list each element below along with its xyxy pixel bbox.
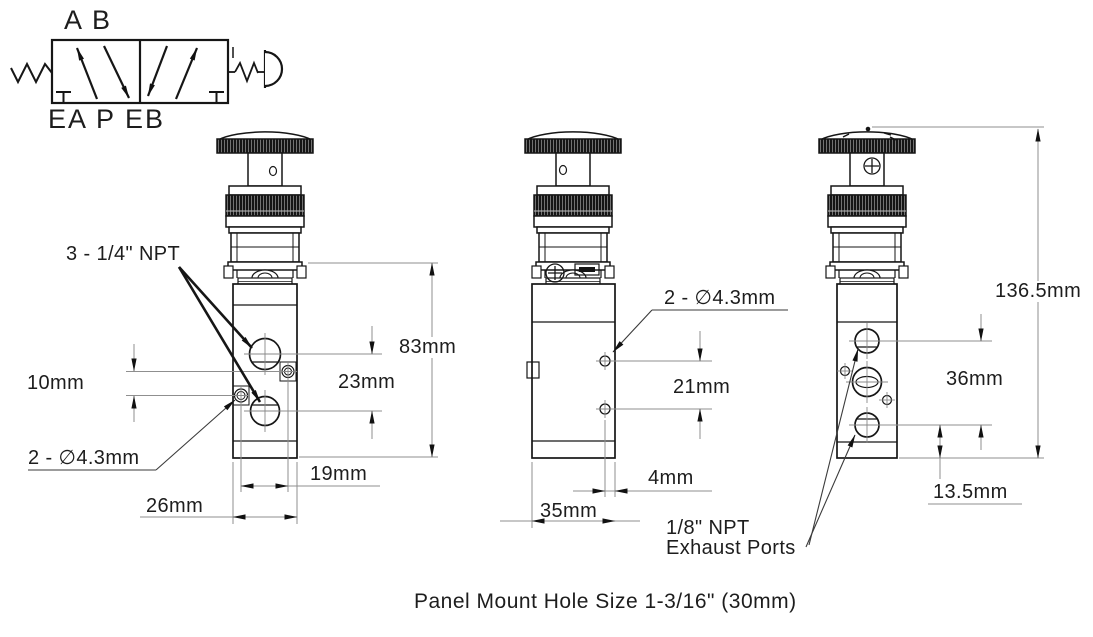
spring-icon <box>11 64 52 82</box>
dim-19mm-label: 19mm <box>310 463 368 485</box>
dim-21mm-label: 21mm <box>673 376 731 398</box>
dim-23mm-label: 23mm <box>338 371 396 393</box>
dim-35mm-label: 35mm <box>540 500 598 522</box>
panel-mount-footnote: Panel Mount Hole Size 1-3/16" (30mm) <box>414 590 797 613</box>
dim-10mm-label: 10mm <box>27 372 85 394</box>
dim-4mm-label: 4mm <box>648 467 694 489</box>
side-view-drawing <box>525 132 621 458</box>
mounting-holes-side-label: 2 - ∅4.3mm <box>664 287 776 309</box>
schematic-bottom-ports-label: EA P EB <box>48 104 166 134</box>
valve-schematic-symbol <box>11 40 282 103</box>
npt-ports-label: 3 - 1/4" NPT <box>66 243 181 265</box>
dim-26mm-label: 26mm <box>146 495 204 517</box>
schematic-top-ports-label: A B <box>64 5 113 35</box>
rear-view-drawing <box>819 127 915 458</box>
push-button-actuator-icon <box>228 47 282 88</box>
mounting-holes-front-label: 2 - ∅4.3mm <box>28 447 140 469</box>
dim-136-5mm-label: 136.5mm <box>992 281 1084 302</box>
exhaust-ports-label-line2: Exhaust Ports <box>666 537 796 559</box>
dim-36mm-label: 36mm <box>946 368 1004 390</box>
front-view-drawing <box>217 132 313 458</box>
dim-13-5mm-label: 13.5mm <box>933 481 1008 503</box>
dim-83mm-label: 83mm <box>396 337 459 358</box>
exhaust-ports-label-line1: 1/8" NPT <box>666 517 750 539</box>
